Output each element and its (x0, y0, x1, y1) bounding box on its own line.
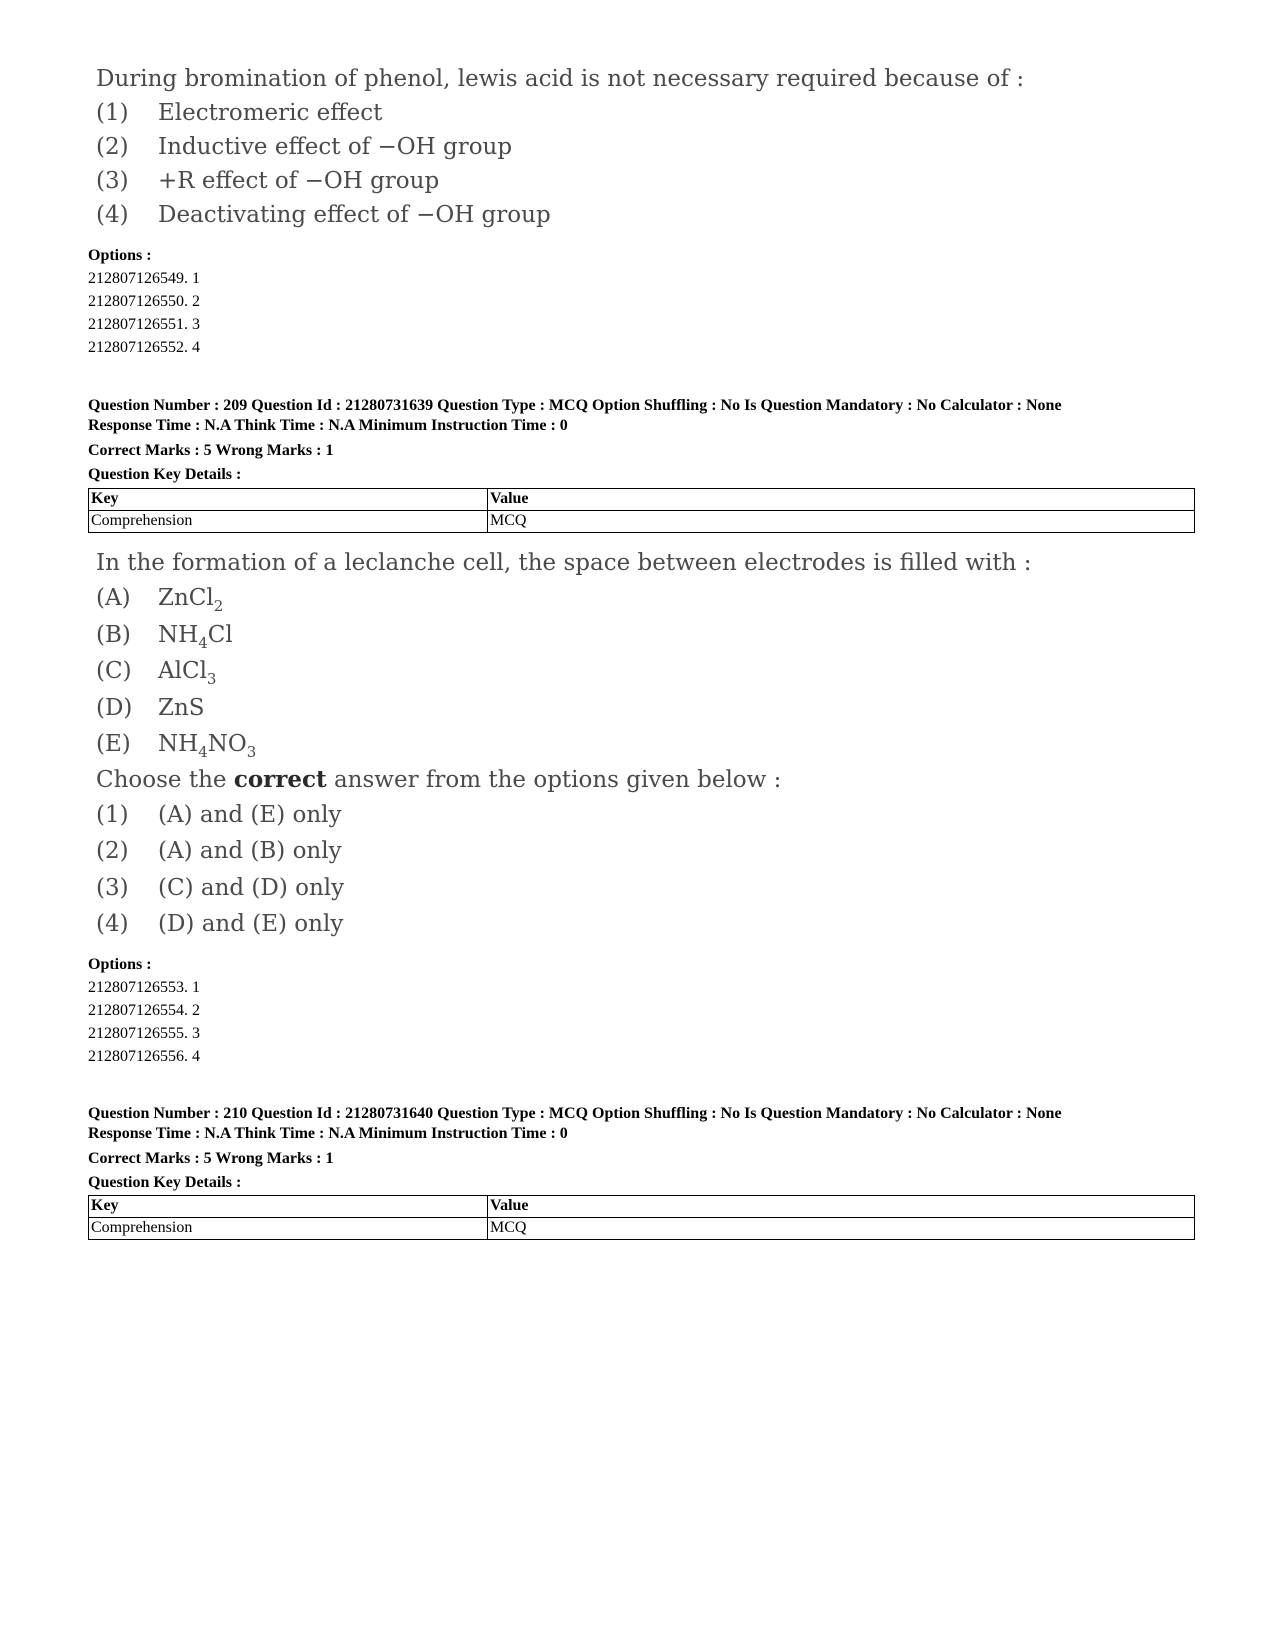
choice-3 (96, 870, 1031, 907)
option-item: 212807126549. 1 (88, 270, 200, 287)
choice-text: (A) and (B) only (158, 838, 342, 864)
key-details-label: Question Key Details : (88, 466, 242, 483)
option-item: 212807126553. 1 (88, 979, 200, 996)
table-row (89, 1218, 1195, 1240)
choice-number: (1) (96, 801, 129, 828)
choice-number: (2) (96, 134, 129, 160)
key-details-table-209 (88, 488, 1195, 533)
question-info-line: Question Number : 209 Question Id : 21280731639 Question Type : MCQ Option Shuffling : No Is Question Mandatory : No Calculator : None (88, 397, 1062, 414)
choice-text: Inductive effect of −OH group (158, 134, 513, 160)
marks-line: Correct Marks : 5 Wrong Marks : 1 (88, 442, 334, 459)
question-stem: During bromination of phenol, lewis acid is not necessary required because of : (96, 66, 1025, 92)
formula: $NH_4NO_3$ (158, 731, 257, 761)
choice-3 (96, 164, 1024, 198)
option-item: 212807126551. 3 (88, 316, 200, 333)
table-header-key: Key (89, 1196, 488, 1218)
options-label: Options : (88, 247, 152, 264)
item-number: (D) (96, 694, 133, 721)
table-header-key: Key (89, 489, 488, 511)
choice-number: (4) (96, 202, 129, 228)
item-e (96, 726, 1031, 763)
choice-2 (96, 130, 1024, 164)
option-item: 212807126555. 3 (88, 1025, 200, 1042)
choice-4 (96, 906, 1031, 943)
choice-number: (4) (96, 911, 129, 937)
formula: AlCl$_3$ (158, 658, 217, 688)
choice-text: Deactivating effect of −OH group (158, 202, 551, 228)
table-cell-value: MCQ (488, 511, 1195, 533)
option-item: 212807126552. 4 (88, 339, 200, 356)
table-header-value: Value (488, 489, 1195, 511)
choice-text: (D) and (E) only (158, 911, 344, 937)
item-number: (B) (96, 621, 131, 648)
table-header-value: Value (488, 1196, 1195, 1218)
option-item: 212807126556. 4 (88, 1048, 200, 1065)
choice-4 (96, 198, 1024, 232)
choice-text: (C) and (D) only (158, 874, 345, 901)
choice-number: (2) (96, 838, 129, 864)
item-b (96, 617, 1031, 654)
choice-text: Electromeric effect (158, 100, 383, 126)
choice-1 (96, 96, 1024, 130)
options-label: Options : (88, 956, 152, 973)
item-a (96, 580, 1031, 617)
key-details-table-210 (88, 1195, 1195, 1240)
table-cell-value: MCQ (488, 1218, 1195, 1240)
item-number: (C) (96, 658, 132, 684)
question-info-line: Question Number : 210 Question Id : 21280731640 Question Type : MCQ Option Shuffling : No Is Question Mandatory : No Calculator : None (88, 1105, 1062, 1122)
options-list-208 (88, 244, 1198, 359)
table-row (89, 511, 1195, 533)
table-cell-key: Comprehension (89, 511, 488, 533)
question-209-image (96, 546, 1031, 943)
choose-instruction: Choose the correct answer from the options given below : (96, 765, 782, 793)
marks-line: Correct Marks : 5 Wrong Marks : 1 (88, 1150, 334, 1167)
question-208-image (96, 62, 1024, 232)
question-209-meta (88, 396, 1198, 486)
choice-number: (1) (96, 100, 129, 126)
formula: $NH_4Cl$ (158, 621, 233, 652)
choice-2 (96, 833, 1031, 870)
timing-info-line: Response Time : N.A Think Time : N.A Minimum Instruction Time : 0 (88, 1125, 568, 1142)
formula: ZnCl$_2$ (158, 585, 224, 615)
timing-info-line: Response Time : N.A Think Time : N.A Minimum Instruction Time : 0 (88, 417, 568, 434)
option-item: 212807126554. 2 (88, 1002, 200, 1019)
choice-number: (3) (96, 874, 129, 901)
option-item: 212807126550. 2 (88, 293, 200, 310)
choice-text: +R effect of −OH group (158, 168, 440, 194)
choice-text: (A) and (E) only (158, 801, 342, 828)
choice-1 (96, 797, 1031, 834)
question-210-meta (88, 1104, 1198, 1194)
item-d (96, 690, 1031, 727)
item-number: (E) (96, 731, 131, 757)
table-cell-key: Comprehension (89, 1218, 488, 1240)
choice-number: (3) (96, 168, 129, 194)
options-list-209 (88, 953, 1198, 1068)
question-stem: In the formation of a leclanche cell, the space between electrodes is filled with : (96, 550, 1032, 576)
table-header-row (89, 1196, 1195, 1218)
item-c (96, 653, 1031, 690)
table-header-row (89, 489, 1195, 511)
item-number: (A) (96, 585, 131, 611)
formula: ZnS (158, 694, 205, 721)
key-details-label: Question Key Details : (88, 1174, 242, 1191)
